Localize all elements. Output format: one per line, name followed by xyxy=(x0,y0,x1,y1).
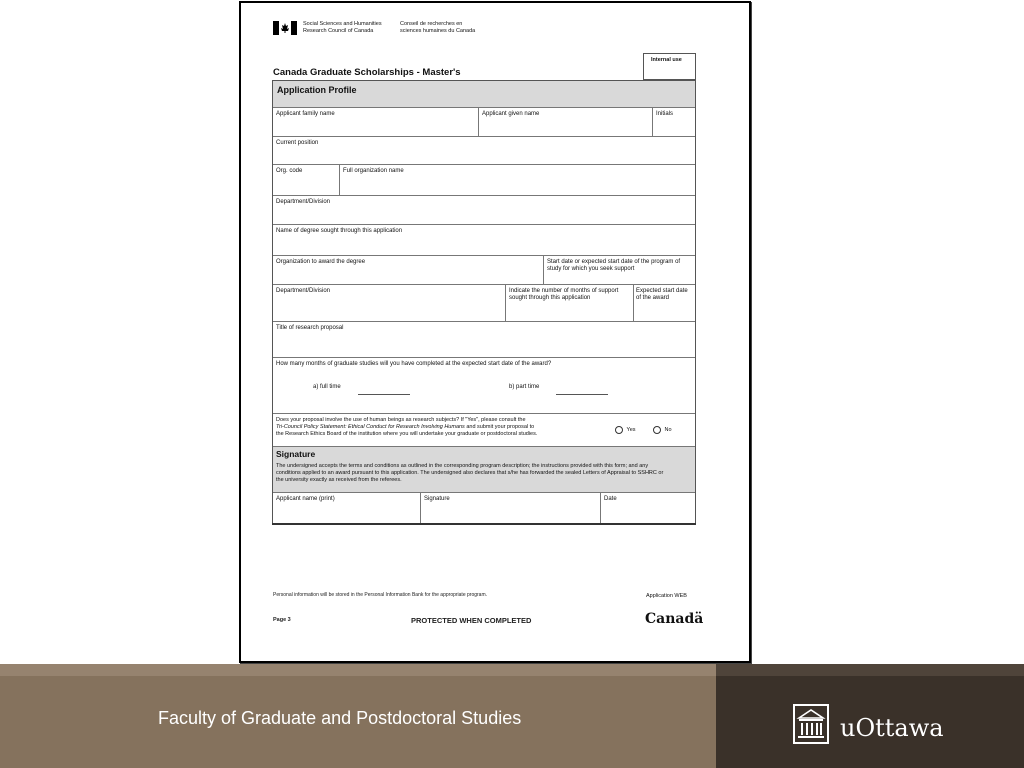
internal-use-label: Internal use xyxy=(651,57,682,63)
applicant-name-field[interactable]: Applicant name (print) xyxy=(273,493,421,524)
privacy-note: Personal information will be stored in the Personal Information Bank for the appropriate program. xyxy=(273,592,488,598)
faculty-name: Faculty of Graduate and Postdoctoral Studies xyxy=(158,708,522,728)
document-page xyxy=(239,1,751,663)
table-bottom-rule xyxy=(272,523,696,525)
protected-notice: PROTECTED WHEN COMPLETED xyxy=(411,616,532,625)
initials-field[interactable]: Initials xyxy=(653,108,695,137)
degree-name-field[interactable]: Name of degree sought through this application xyxy=(273,225,695,256)
internal-use-box xyxy=(643,53,696,80)
org-code-field[interactable]: Org. code xyxy=(273,165,340,196)
form-table xyxy=(272,80,696,525)
yes-radio[interactable] xyxy=(615,426,623,434)
canada-wordmark: Canadä xyxy=(645,611,704,627)
research-title-field[interactable]: Title of research proposal xyxy=(273,322,695,358)
department-field[interactable]: Department/Division xyxy=(273,196,695,225)
months-completed-section: How many months of graduate studies will you have completed at the expected start date of the award? a) full time b) part time xyxy=(273,358,695,414)
human-subjects-text: Does your proposal involve the use of human beings as research subjects? If "Yes", please consult the Tri-Council Policy Statement: Ethical Conduct for Research Involving Humans and submit your proposal to the Research Ethics Board of the institution where you will undertake your graduate or postdoctoral studies. xyxy=(276,417,538,437)
department-field-2[interactable]: Department/Division xyxy=(273,285,506,322)
signature-declaration: The undersigned accepts the terms and conditions as outlined in the corresponding program description; the instructions provided with this form; and any conditions applied to an award pursuant to this application. The undersigned also declares that s/he has forwarded the sealed Letters of Appraisal to SSHRC or the university exactly as received from the referees. xyxy=(276,463,664,483)
form-title: Canada Graduate Scholarships - Master's xyxy=(273,67,461,78)
section-title-profile: Application Profile xyxy=(277,85,357,95)
start-date-program-field[interactable]: Start date or expected start date of the program of study for which you seek support xyxy=(544,256,695,285)
no-option[interactable]: No xyxy=(653,426,672,434)
page-number: Page 3 xyxy=(273,617,291,623)
human-subjects-section xyxy=(273,414,695,447)
months-support-field[interactable]: Indicate the number of months of support sought through this application xyxy=(506,285,634,322)
full-org-name-field[interactable]: Full organization name xyxy=(340,165,695,196)
canada-flag-icon xyxy=(273,21,297,35)
part-time-input[interactable] xyxy=(556,394,608,395)
application-profile-header xyxy=(273,81,695,108)
org-award-field[interactable]: Organization to award the degree xyxy=(273,256,544,285)
expected-start-field[interactable]: Expected start date of the award xyxy=(634,285,695,322)
logo-block-accent-band xyxy=(716,664,1024,676)
full-time-input[interactable] xyxy=(358,394,410,395)
part-time-label: b) part time xyxy=(509,384,540,390)
agency-name-english: Social Sciences and Humanities Research Council of Canada xyxy=(303,21,382,34)
application-web-label: Application WEB xyxy=(646,593,687,599)
signature-section xyxy=(273,447,695,493)
section-title-signature: Signature xyxy=(276,449,316,459)
given-name-field[interactable]: Applicant given name xyxy=(479,108,653,137)
uottawa-building-icon xyxy=(793,704,829,744)
current-position-field[interactable]: Current position xyxy=(273,137,695,165)
signature-field[interactable]: Signature xyxy=(421,493,601,524)
date-field[interactable]: Date xyxy=(604,496,617,502)
family-name-field[interactable]: Applicant family name xyxy=(273,108,479,137)
uottawa-wordmark: uOttawa xyxy=(840,714,944,742)
no-radio[interactable] xyxy=(653,426,661,434)
yes-option[interactable]: Yes xyxy=(615,426,636,434)
full-time-label: a) full time xyxy=(313,384,341,390)
agency-name-french: Conseil de recherches en sciences humaines du Canada xyxy=(400,21,476,34)
